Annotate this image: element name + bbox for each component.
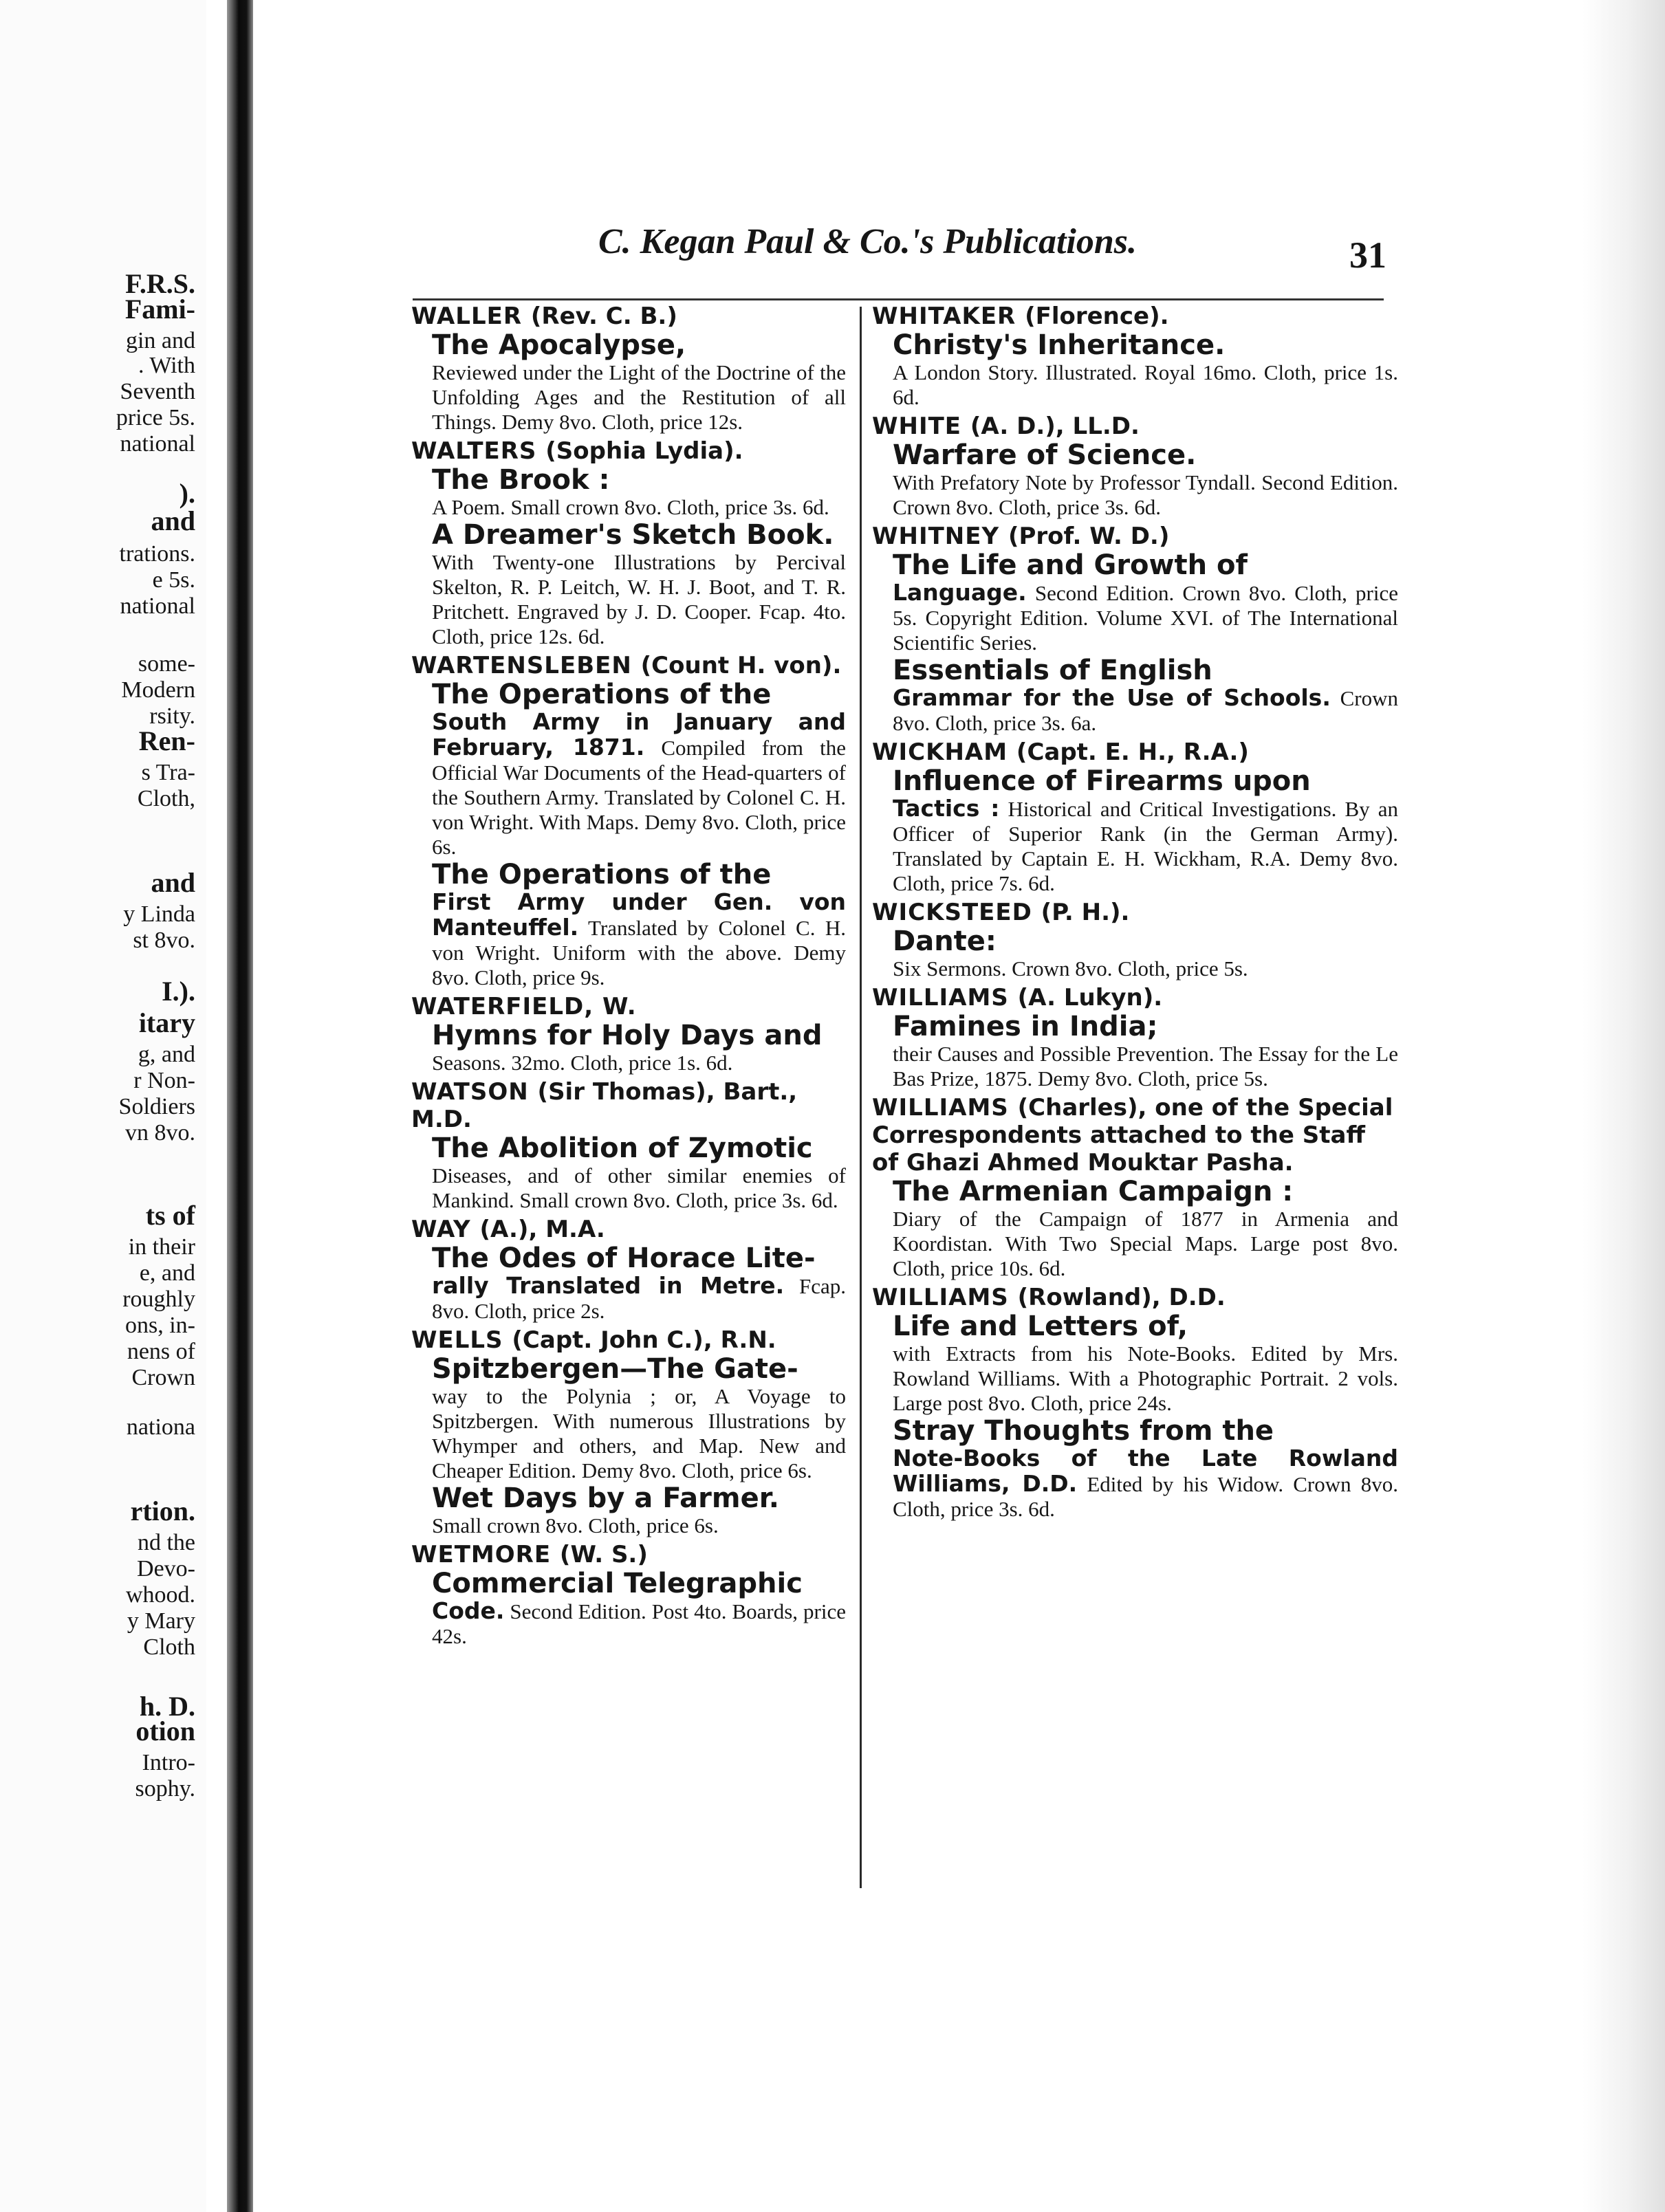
- book-description: [432, 495, 846, 520]
- book-item: [872, 1311, 1398, 1416]
- page-number: 31: [1349, 234, 1386, 276]
- catalogue-entry: [411, 303, 846, 435]
- catalogue-entry: [872, 899, 1398, 981]
- facing-page-text: Soldiers: [118, 1094, 195, 1119]
- book-description: [432, 1273, 846, 1324]
- facing-page-text: Ren-: [138, 725, 195, 756]
- book-details: Second Edition. Crown 8vo. Cloth, price 5s. Copyright Edition. Volume XVI. of The International Scientific Series.: [893, 581, 1398, 655]
- book-subtitle: Code.: [432, 1597, 505, 1624]
- author-heading: [872, 899, 1398, 926]
- book-description: [432, 1163, 846, 1213]
- book-details: Compiled from the Official War Documents of the Head-quarters of the Southern Army. Translated by Colonel C. H. von Wright. With Maps. Demy 8vo. Cloth, price 6s.: [432, 736, 847, 859]
- book-item: [411, 1020, 846, 1075]
- book-description: [893, 956, 1398, 981]
- book-title: The Apocalypse,: [432, 329, 686, 361]
- author-qualifier: (Rowland), D.D.: [1017, 1284, 1226, 1311]
- book-details: A London Story. Illustrated. Royal 16mo. Cloth, price 1s. 6d.: [893, 360, 1398, 409]
- book-item: [411, 330, 846, 435]
- book-item: [872, 1176, 1398, 1281]
- catalogue-entry: [411, 652, 846, 990]
- book-details: Reviewed under the Light of the Doctrine of the Unfolding Ages and the Restitution of all Things. Demy 8vo. Cloth, price 12s.: [432, 360, 846, 434]
- running-header: C. Kegan Paul & Co.'s Publications.: [598, 222, 1138, 261]
- author-heading: [872, 303, 1398, 330]
- book-details: A Poem. Small crown 8vo. Cloth, price 3s. 6d.: [432, 495, 829, 519]
- book-title: Life and Letters of,: [893, 1311, 1188, 1342]
- book-description: [432, 1599, 846, 1649]
- facing-page-text: sophy.: [135, 1776, 195, 1802]
- book-details: Edited by his Widow. Crown 8vo. Cloth, price 3s. 6d.: [893, 1472, 1398, 1521]
- book-description: [893, 580, 1398, 655]
- author-name: WILLIAMS: [872, 1284, 1009, 1311]
- book-details: Crown 8vo. Cloth, price 3s. 6a.: [893, 686, 1398, 735]
- facing-page-text: Fami-: [124, 294, 195, 325]
- facing-page-text: nationa: [126, 1414, 195, 1440]
- header-rule: [413, 298, 1384, 300]
- author-qualifier: (Florence).: [1025, 303, 1169, 330]
- author-name: WELLS: [411, 1326, 503, 1354]
- book-subtitle: First Army under Gen. von Manteuffel.: [432, 888, 846, 941]
- author-name: WILLIAMS: [872, 1094, 1009, 1121]
- book-item: [411, 1243, 846, 1324]
- facing-page-text: and: [151, 505, 195, 536]
- book-description: [432, 1051, 846, 1075]
- book-title: Spitzbergen—The Gate-: [432, 1353, 798, 1385]
- author-name: WALTERS: [411, 437, 537, 465]
- catalogue-entry: [872, 413, 1398, 520]
- book-item: [872, 330, 1398, 410]
- facing-page-text: and: [151, 867, 195, 898]
- book-title: The Abolition of Zymotic: [432, 1132, 813, 1164]
- author-heading: [411, 1216, 846, 1243]
- facing-page-text: some-: [138, 651, 195, 677]
- facing-page-text: r Non-: [133, 1068, 195, 1093]
- facing-page-text: Modern: [121, 677, 195, 703]
- book-subtitle: rally Translated in Metre.: [432, 1272, 785, 1299]
- book-details: with Extracts from his Note-Books. Edited by Mrs. Rowland Williams. With a Photographic Portrait. 2 vols. Large post 8vo. Cloth, price 24s.: [893, 1342, 1398, 1415]
- book-description: [432, 1384, 846, 1483]
- facing-page-text: e 5s.: [152, 567, 195, 593]
- author-heading: [411, 652, 846, 679]
- author-name: WHITAKER: [872, 303, 1016, 330]
- facing-page-text: nd the: [137, 1530, 195, 1555]
- book-description: [432, 890, 846, 990]
- book-item: [411, 1133, 846, 1213]
- facing-page-text: Seventh: [120, 379, 195, 404]
- book-details: Six Sermons. Crown 8vo. Cloth, price 5s.: [893, 956, 1248, 981]
- book-item: [411, 465, 846, 520]
- book-item: [411, 520, 846, 649]
- facing-page-text: otion: [135, 1716, 195, 1746]
- author-name: WHITE: [872, 413, 962, 440]
- book-description: [893, 1042, 1398, 1091]
- book-item: [411, 1568, 846, 1649]
- facing-page-text: price 5s.: [116, 405, 195, 430]
- author-qualifier: (Count H. von).: [640, 652, 842, 679]
- book-details: With Prefatory Note by Professor Tyndall. Second Edition. Crown 8vo. Cloth, price 3s. 6d.: [893, 470, 1398, 519]
- book-details: Small crown 8vo. Cloth, price 6s.: [432, 1513, 719, 1537]
- right-column: [872, 303, 1398, 1524]
- book-title: The Life and Growth of: [893, 549, 1248, 581]
- book-subtitle: Note-Books of the Late Rowland Williams, D.D.: [893, 1445, 1398, 1497]
- facing-page-text: ons, in-: [125, 1313, 195, 1338]
- book-subtitle: South Army in January and February, 1871.: [432, 708, 846, 760]
- facing-page-fragment: [0, 0, 206, 2212]
- facing-page-text: whood.: [125, 1582, 195, 1608]
- facing-page-text: nens of: [127, 1339, 195, 1364]
- book-title: The Odes of Horace Lite-: [432, 1242, 816, 1274]
- book-title: Dante:: [893, 926, 997, 957]
- author-name: WICKHAM: [872, 738, 1008, 766]
- facing-page-text: itary: [138, 1007, 195, 1038]
- page-gutter: [227, 0, 253, 2212]
- author-name: WATERFIELD, W.: [411, 993, 637, 1020]
- catalogue-entry: [872, 303, 1398, 410]
- facing-page-text: Crown: [131, 1365, 195, 1390]
- facing-page-text: vn 8vo.: [125, 1120, 195, 1146]
- author-heading: [872, 984, 1398, 1011]
- author-heading: [872, 1094, 1398, 1176]
- book-title: Famines in India;: [893, 1011, 1158, 1042]
- author-qualifier: (Capt. John C.), R.N.: [512, 1326, 776, 1354]
- author-name: WETMORE: [411, 1541, 552, 1568]
- book-description: [893, 360, 1398, 410]
- book-description: [893, 1207, 1398, 1281]
- facing-page-text: F.R.S.: [125, 268, 195, 299]
- book-details: Historical and Critical Investigations. By an Officer of Superior Rank (in the German Army). Translated by Captain E. H. Wickham, R.A. Demy 8vo. Cloth, price 7s. 6d.: [893, 797, 1398, 895]
- facing-page-text: roughly: [122, 1286, 195, 1312]
- catalogue-entry: [411, 1078, 846, 1213]
- book-details: Translated by Colonel C. H. von Wright. Uniform with the above. Demy 8vo. Cloth, price 9s.: [432, 916, 846, 989]
- book-title: Hymns for Holy Days and: [432, 1020, 823, 1051]
- catalogue-entry: [411, 1326, 846, 1538]
- author-heading: [872, 413, 1398, 440]
- author-qualifier: (A. D.), LL.D.: [970, 413, 1140, 440]
- author-name: WATSON: [411, 1078, 529, 1106]
- facing-page-text: national: [120, 593, 195, 619]
- book-subtitle: Grammar for the Use of Schools.: [893, 684, 1331, 711]
- author-name: WHITNEY: [872, 523, 1000, 550]
- book-title: Influence of Firearms upon: [893, 765, 1311, 797]
- author-qualifier: (Sir Thomas), Bart., M.D.: [411, 1078, 798, 1133]
- book-details: Diseases, and of other similar enemies of Mankind. Small crown 8vo. Cloth, price 3s. 6d.: [432, 1163, 846, 1212]
- facing-page-text: y Mary: [127, 1608, 195, 1634]
- catalogue-entry: [872, 738, 1398, 896]
- book-subtitle: Language.: [893, 579, 1027, 606]
- author-qualifier: (Rev. C. B.): [530, 303, 677, 330]
- book-title: The Operations of the: [432, 679, 772, 710]
- catalogue-entry: [872, 1284, 1398, 1522]
- book-description: [432, 710, 846, 859]
- book-item: [872, 550, 1398, 655]
- facing-page-text: rsity.: [149, 703, 195, 729]
- catalogue-entry: [411, 993, 846, 1075]
- author-heading: [411, 303, 846, 330]
- author-heading: [872, 523, 1398, 550]
- book-description: [893, 470, 1398, 520]
- facing-page-text: ).: [179, 478, 195, 509]
- author-qualifier: (A.), M.A.: [479, 1216, 605, 1243]
- author-name: WALLER: [411, 303, 523, 330]
- book-description: [893, 1342, 1398, 1416]
- left-column: [411, 303, 846, 1652]
- facing-page-text: gin and: [125, 328, 195, 353]
- book-title: The Operations of the: [432, 859, 772, 890]
- book-details: Diary of the Campaign of 1877 in Armenia and Koordistan. With Two Special Maps. Large post 8vo. Cloth, price 10s. 6d.: [893, 1207, 1398, 1280]
- book-title: Commercial Telegraphic: [432, 1568, 803, 1599]
- facing-page-text: g, and: [138, 1042, 195, 1067]
- catalogue-entry: [411, 1541, 846, 1649]
- book-details: With Twenty-one Illustrations by Percival Skelton, R. P. Leitch, W. H. J. Boot, and T. R. Pritchett. Engraved by J. D. Cooper. Fcap. 4to. Cloth, price 12s. 6d.: [432, 550, 846, 648]
- book-item: [411, 859, 846, 990]
- catalogue-entry: [872, 1094, 1398, 1281]
- book-details: their Causes and Possible Prevention. The Essay for the Le Bas Prize, 1875. Demy 8vo. Cloth, price 5s.: [893, 1042, 1398, 1091]
- facing-page-text: y Linda: [123, 901, 195, 927]
- author-qualifier: (Capt. E. H., R.A.): [1016, 738, 1249, 766]
- book-title: The Brook :: [432, 464, 610, 496]
- book-item: [872, 440, 1398, 520]
- catalogue-entry: [872, 523, 1398, 736]
- author-qualifier: (A. Lukyn).: [1017, 984, 1163, 1011]
- author-heading: [411, 1326, 846, 1354]
- book-title: Wet Days by a Farmer.: [432, 1482, 779, 1514]
- page-edge-shadow: [1582, 0, 1665, 2212]
- author-qualifier: (P. H.).: [1041, 899, 1130, 926]
- book-details: Fcap. 8vo. Cloth, price 2s.: [432, 1274, 846, 1323]
- book-title: Warfare of Science.: [893, 439, 1197, 471]
- author-qualifier: (Prof. W. D.): [1008, 523, 1170, 550]
- book-description: [893, 1446, 1398, 1522]
- book-description: [893, 796, 1398, 896]
- book-item: [872, 926, 1398, 981]
- facing-page-text: Devo-: [137, 1556, 195, 1581]
- book-description: [432, 550, 846, 649]
- book-description: [432, 1513, 846, 1538]
- author-heading: [411, 1541, 846, 1568]
- facing-page-text: e, and: [139, 1260, 195, 1286]
- catalogue-entry: [411, 437, 846, 649]
- facing-page-text: Intro-: [142, 1750, 195, 1775]
- book-item: [411, 679, 846, 859]
- book-details: Second Edition. Post 4to. Boards, price 42s.: [432, 1599, 846, 1648]
- book-details: way to the Polynia ; or, A Voyage to Spitzbergen. With numerous Illustrations by Whymper and others, and Map. New and Cheaper Edition. Demy 8vo. Cloth, price 6s.: [432, 1384, 846, 1482]
- facing-page-text: Cloth: [143, 1634, 195, 1660]
- catalogue-entry: [872, 984, 1398, 1091]
- facing-page-text: Cloth,: [137, 786, 195, 811]
- facing-page-text: st 8vo.: [133, 928, 195, 953]
- author-heading: [411, 993, 846, 1020]
- author-heading: [411, 1078, 846, 1133]
- facing-page-text: ts of: [145, 1200, 195, 1231]
- author-name: WAY: [411, 1216, 471, 1243]
- facing-page-text: national: [120, 431, 195, 457]
- book-item: [872, 1011, 1398, 1091]
- book-item: [872, 1416, 1398, 1522]
- facing-page-text: . With: [138, 353, 195, 378]
- author-qualifier: (Charles), one of the Special Correspondents attached to the Staff of Ghazi Ahmed Mouktar Pasha.: [872, 1094, 1393, 1176]
- facing-page-text: h. D.: [139, 1691, 195, 1722]
- author-name: WILLIAMS: [872, 984, 1009, 1011]
- book-title: The Armenian Campaign :: [893, 1176, 1294, 1207]
- author-name: WICKSTEED: [872, 899, 1032, 926]
- facing-page-text: rtion.: [130, 1496, 195, 1526]
- facing-page-text: I.).: [162, 976, 195, 1007]
- author-qualifier: (W. S.): [559, 1541, 648, 1568]
- book-details: Seasons. 32mo. Cloth, price 1s. 6d.: [432, 1051, 733, 1075]
- book-item: [411, 1483, 846, 1538]
- author-heading: [872, 738, 1398, 766]
- catalogue-entry: [411, 1216, 846, 1324]
- book-title: Christy's Inheritance.: [893, 329, 1226, 361]
- book-title: A Dreamer's Sketch Book.: [432, 519, 834, 551]
- book-title: Essentials of English: [893, 655, 1212, 686]
- book-item: [411, 1354, 846, 1483]
- facing-page-text: trations.: [119, 541, 195, 567]
- author-qualifier: (Sophia Lydia).: [545, 437, 743, 465]
- author-name: WARTENSLEBEN: [411, 652, 632, 679]
- facing-page-text: s Tra-: [141, 760, 195, 785]
- author-heading: [411, 437, 846, 465]
- book-item: [872, 766, 1398, 896]
- book-title: Stray Thoughts from the: [893, 1415, 1274, 1447]
- book-subtitle: Tactics :: [893, 795, 1000, 822]
- book-item: [872, 655, 1398, 736]
- facing-page-text: in their: [128, 1234, 195, 1260]
- book-description: [893, 686, 1398, 736]
- column-divider: [860, 307, 862, 1888]
- book-description: [432, 360, 846, 435]
- author-heading: [872, 1284, 1398, 1311]
